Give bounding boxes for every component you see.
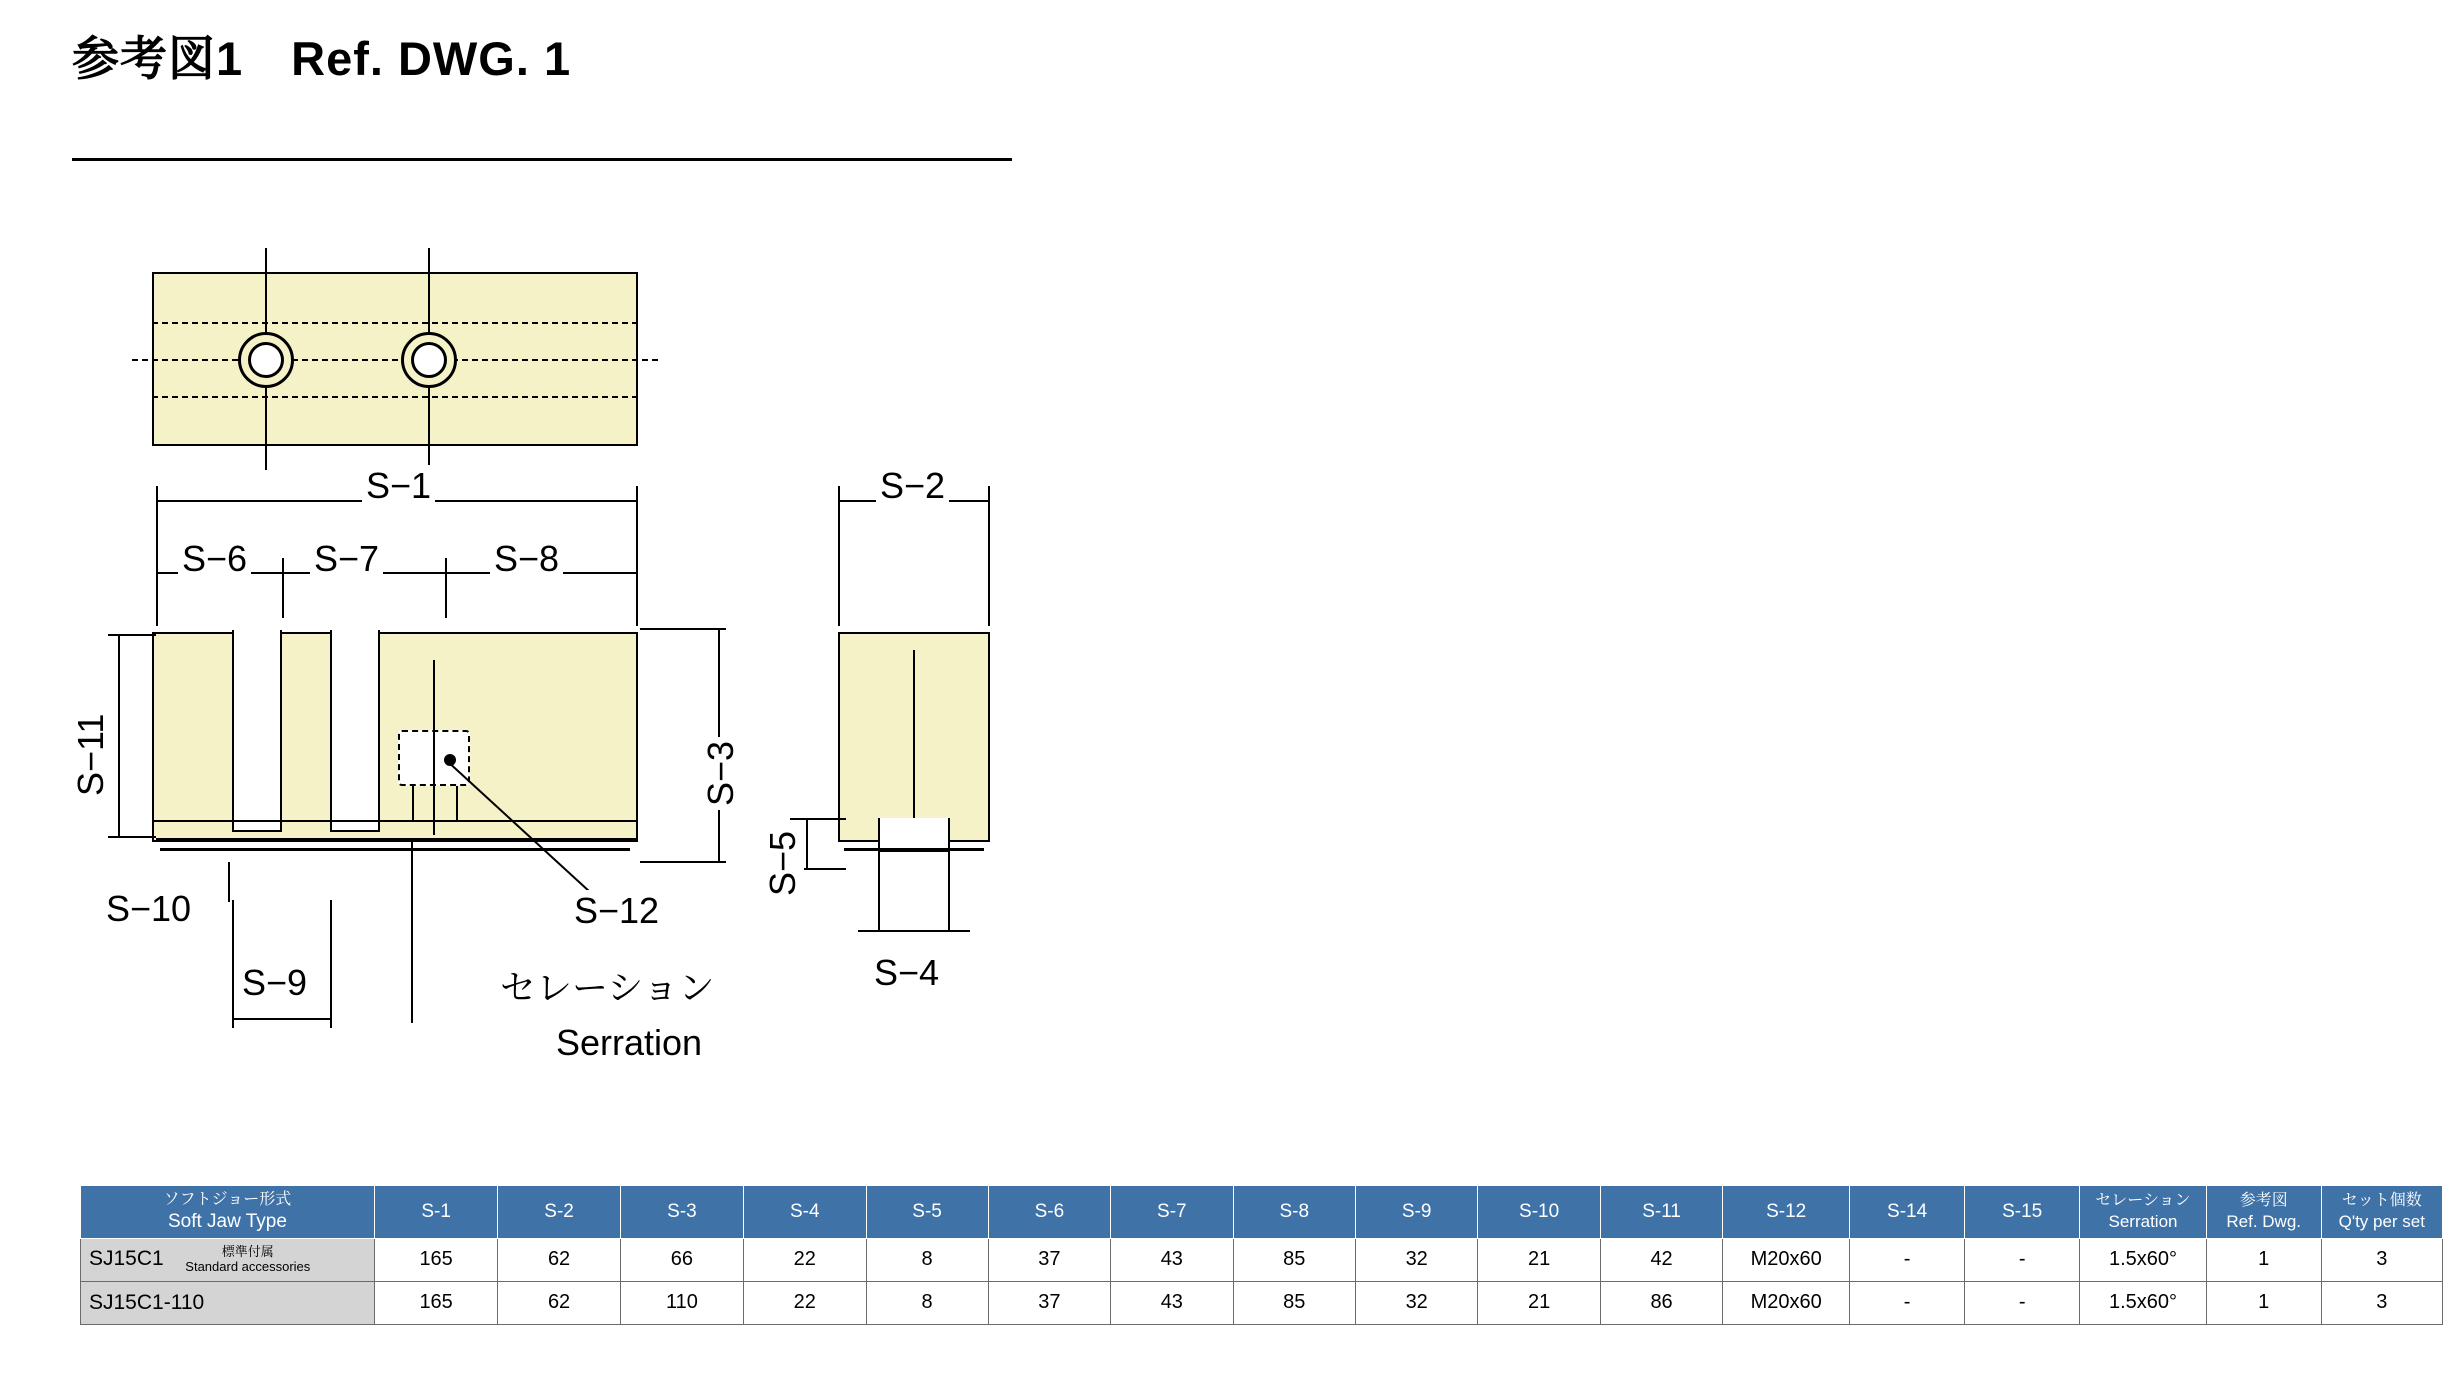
col-s3 (620, 1186, 743, 1239)
dim-s3-ext-bottom (640, 861, 726, 863)
row-1-s8: 85 (1233, 1281, 1355, 1324)
col-s11-label: S-11 (1642, 1201, 1681, 1222)
dim-label-s2: S−2 (876, 465, 949, 507)
dim-s2-ext-right (988, 486, 990, 626)
row-0-type-main: SJ15C1 (89, 1247, 164, 1271)
col-qty-per-set (2321, 1186, 2442, 1239)
col-s4-label: S-4 (790, 1201, 820, 1222)
dim-s6-tick (282, 558, 284, 618)
row-1-s7: 43 (1111, 1281, 1233, 1324)
col-s15 (1965, 1186, 2080, 1239)
side-view-bottom-notch (878, 818, 950, 852)
col-qty-per-set-en: Q'ty per set (2338, 1212, 2425, 1232)
row-0-s4: 22 (744, 1238, 866, 1281)
top-view-hidden-line-lower (152, 396, 638, 398)
row-0-type (81, 1238, 375, 1281)
row-0-s5: 8 (866, 1238, 988, 1281)
dim-s4-ext-left (878, 852, 880, 932)
col-s2-label: S-2 (544, 1201, 574, 1222)
dim-s1-ext-left (156, 486, 158, 626)
row-1-serration: 1.5x60° (2080, 1281, 2207, 1324)
dim-label-s6: S−6 (178, 538, 251, 580)
dim-s7-tick (445, 558, 447, 618)
row-0-s8: 85 (1233, 1238, 1355, 1281)
col-s7 (1111, 1186, 1233, 1239)
row-1-s5: 8 (866, 1281, 988, 1324)
row-1-type-main: SJ15C1-110 (89, 1290, 205, 1314)
dim-label-s7: S−7 (310, 538, 383, 580)
row-1-s2: 62 (498, 1281, 620, 1324)
spec-table (80, 1185, 2443, 1325)
row-1-s12: M20x60 (1723, 1281, 1850, 1324)
row-0-type-sub (185, 1245, 310, 1275)
dim-s5-line (806, 818, 808, 870)
row-1-ref-dwg: 1 (2206, 1281, 2321, 1324)
front-view-slot-right (330, 630, 380, 832)
col-s9-label: S-9 (1401, 1201, 1432, 1222)
front-view-bolt-centerline (433, 660, 435, 835)
dim-s4-line (858, 930, 970, 932)
table-header-row (81, 1186, 2443, 1239)
col-qty-per-set-jp: セット個数 (2341, 1192, 2422, 1210)
row-1-s3: 110 (620, 1281, 743, 1324)
row-0-s7: 43 (1111, 1238, 1233, 1281)
row-1-s6: 37 (988, 1281, 1110, 1324)
col-serration-jp: セレーション (2095, 1192, 2191, 1210)
row-0-s2: 62 (498, 1238, 620, 1281)
row-1-s10: 21 (1478, 1281, 1600, 1324)
dim-label-s4: S−4 (870, 952, 943, 994)
dim-s9-ext-right (330, 900, 332, 1028)
row-1-s14: - (1850, 1281, 1965, 1324)
dim-s9-line (232, 1018, 332, 1020)
dim-s9-ext-left (232, 900, 234, 1028)
dim-s11-ext-top (108, 634, 156, 636)
col-s1 (374, 1186, 497, 1239)
row-0-s14: - (1850, 1238, 1965, 1281)
row-0-s3: 66 (620, 1238, 743, 1281)
col-s12-label: S-12 (1766, 1201, 1807, 1222)
col-soft-jaw-type-jp: ソフトジョー形式 (163, 1191, 292, 1208)
dim-label-s11: S−11 (70, 710, 112, 800)
bolt-hole-2-inner (411, 342, 447, 378)
row-0-qty: 3 (2321, 1238, 2442, 1281)
col-s9 (1355, 1186, 1477, 1239)
table-row (81, 1281, 2443, 1324)
front-view-bolt-shank-left (412, 786, 414, 822)
page-title: 参考図1 Ref. DWG. 1 (72, 32, 572, 85)
serration-label-jp: セレーション (500, 967, 715, 1008)
dim-s12-leader (440, 752, 620, 912)
col-s12 (1723, 1186, 1850, 1239)
col-s4 (744, 1186, 866, 1239)
row-0-ref-dwg: 1 (2206, 1238, 2321, 1281)
row-1-s15: - (1965, 1281, 2080, 1324)
col-s8 (1233, 1186, 1355, 1239)
col-s10 (1478, 1186, 1600, 1239)
dim-s5-ext-top (790, 818, 846, 820)
col-s3-label: S-3 (667, 1201, 697, 1222)
col-s15-label: S-15 (2002, 1201, 2043, 1222)
col-s5 (866, 1186, 988, 1239)
row-1-qty: 3 (2321, 1281, 2442, 1324)
col-s1-label: S-1 (421, 1201, 451, 1222)
dim-label-s3: S−3 (700, 737, 742, 810)
row-1-s4: 22 (744, 1281, 866, 1324)
col-s6 (988, 1186, 1110, 1239)
dim-s1-ext-right (636, 486, 638, 626)
col-s8-label: S-8 (1279, 1201, 1310, 1222)
row-0-s11: 42 (1600, 1238, 1722, 1281)
col-soft-jaw-type (81, 1186, 375, 1239)
row-0-type-sub-jp: 標準付属 (221, 1243, 274, 1259)
row-0-type-sub-en: Standard accessories (185, 1258, 311, 1274)
dim-label-s8: S−8 (490, 538, 563, 580)
row-0-s6: 37 (988, 1238, 1110, 1281)
row-1-s11: 86 (1600, 1281, 1722, 1324)
col-ref-dwg (2206, 1186, 2321, 1239)
bolt-hole-1-inner (248, 342, 284, 378)
row-0-s10: 21 (1478, 1238, 1600, 1281)
serration-label-en: Serration (556, 1022, 703, 1063)
col-soft-jaw-type-en: Soft Jaw Type (167, 1211, 287, 1232)
serration-leader (400, 838, 420, 1028)
row-1-s9: 32 (1355, 1281, 1477, 1324)
dim-s3-ext-top (640, 628, 726, 630)
col-s5-label: S-5 (912, 1201, 942, 1222)
col-s7-label: S-7 (1157, 1201, 1187, 1222)
dim-label-s12: S−12 (570, 890, 663, 932)
top-view-centerline-horizontal (132, 359, 658, 361)
dim-s4-ext-right (948, 852, 950, 932)
dim-label-s5: S−5 (762, 827, 804, 900)
dim-label-s10: S−10 (102, 888, 195, 930)
dim-label-s9: S−9 (238, 962, 311, 1004)
dim-label-s1: S−1 (362, 465, 435, 507)
col-s14-label: S-14 (1887, 1201, 1928, 1222)
row-1-s1: 165 (374, 1281, 497, 1324)
col-s6-label: S-6 (1034, 1201, 1065, 1222)
dim-s10-leader (228, 862, 230, 902)
col-serration-en: Serration (2108, 1212, 2178, 1232)
front-view-slot-left (232, 630, 282, 832)
row-0-s12: M20x60 (1723, 1238, 1850, 1281)
col-ref-dwg-en: Ref. Dwg. (2226, 1212, 2302, 1232)
row-0-serration: 1.5x60° (2080, 1238, 2207, 1281)
side-view-base-line (844, 848, 984, 851)
row-0-s15: - (1965, 1238, 2080, 1281)
dim-s11-ext-bottom (108, 836, 156, 838)
top-view-hidden-line-upper (152, 322, 638, 324)
col-serration (2080, 1186, 2207, 1239)
dim-s2-ext-left (838, 486, 840, 626)
col-s14 (1850, 1186, 1965, 1239)
col-ref-dwg-jp: 参考図 (2239, 1192, 2288, 1210)
col-s2 (498, 1186, 620, 1239)
row-0-s1: 165 (374, 1238, 497, 1281)
row-1-type (81, 1281, 375, 1324)
table-row (81, 1238, 2443, 1281)
col-s10-label: S-10 (1519, 1201, 1560, 1222)
row-0-s9: 32 (1355, 1238, 1477, 1281)
col-s11 (1600, 1186, 1722, 1239)
dim-s11-line (118, 634, 120, 836)
